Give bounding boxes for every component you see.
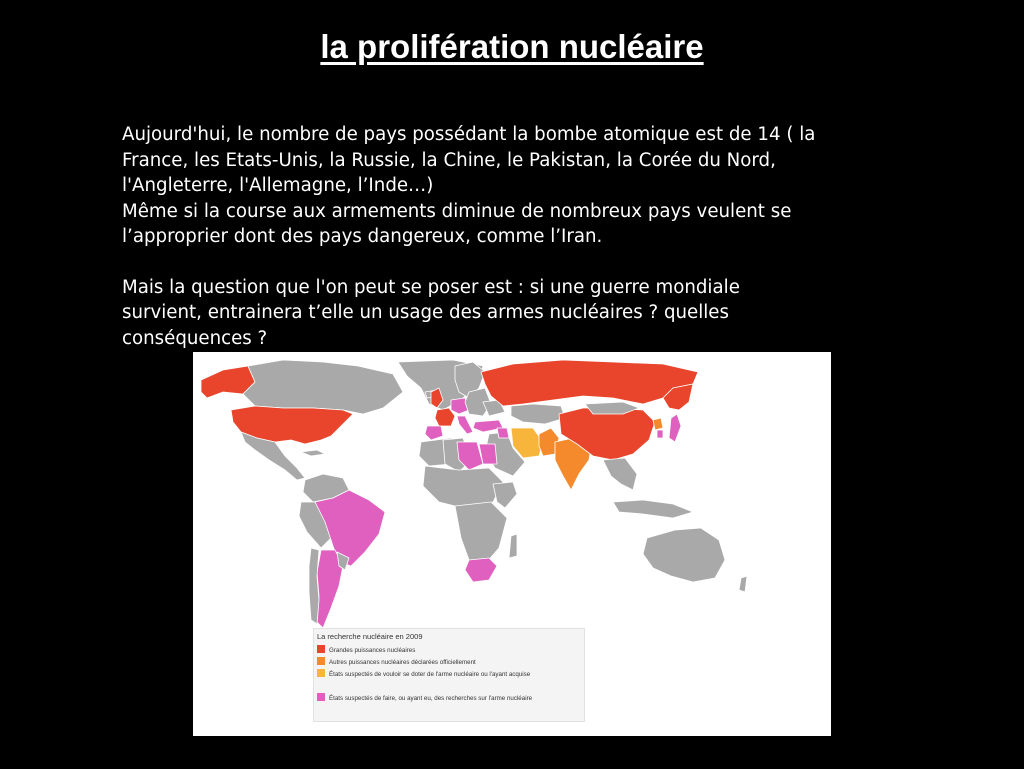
paragraph-question: Mais la question que l'on peut se poser est : si une guerre mondiale survient, entrainera t’elle un usage des armes nucléaires ? quelles conséquences ? bbox=[122, 276, 740, 349]
country-syria bbox=[497, 428, 509, 438]
legend-label: États suspectés de vouloir se doter de l'arme nucléaire ou l'ayant acquise bbox=[329, 671, 531, 678]
slide-body bbox=[122, 122, 972, 351]
country-north-korea bbox=[653, 418, 663, 430]
legend-item-suspected-research bbox=[317, 693, 579, 703]
legend-swatch bbox=[317, 693, 325, 701]
legend-item-major-powers bbox=[317, 645, 579, 655]
legend-label: Autres puissances nucléaires déclarées officiellement bbox=[329, 659, 476, 666]
country-south-korea bbox=[657, 430, 663, 438]
legend-swatch bbox=[317, 669, 325, 677]
paragraph-proliferation: Aujourd'hui, le nombre de pays possédant la bombe atomique est de 14 ( la France, les Etats-Unis, la Russie, la Chine, le Pakistan, la Corée du Nord, l'Angleterre, l'Allemagne, l’Inde…) Même si la course aux armements diminue de nombreux pays veulent se l’approprier dont des pays dangereux, comme l’Iran. bbox=[122, 124, 816, 247]
legend-swatch bbox=[317, 657, 325, 665]
legend-item-suspected-acquiring bbox=[317, 669, 579, 679]
world-map-figure bbox=[193, 352, 831, 736]
legend-label: Grandes puissances nucléaires bbox=[329, 647, 416, 654]
slide-title: la prolifération nucléaire bbox=[320, 28, 704, 65]
legend-title: La recherche nucléaire en 2009 bbox=[317, 632, 423, 641]
legend-label: États suspectés de faire, ou ayant eu, des recherches sur l'arme nucléaire bbox=[329, 695, 533, 702]
legend-swatch bbox=[317, 645, 325, 653]
map-legend bbox=[313, 628, 585, 722]
legend-item-other-declared-powers bbox=[317, 657, 579, 667]
country-chile bbox=[309, 548, 319, 624]
